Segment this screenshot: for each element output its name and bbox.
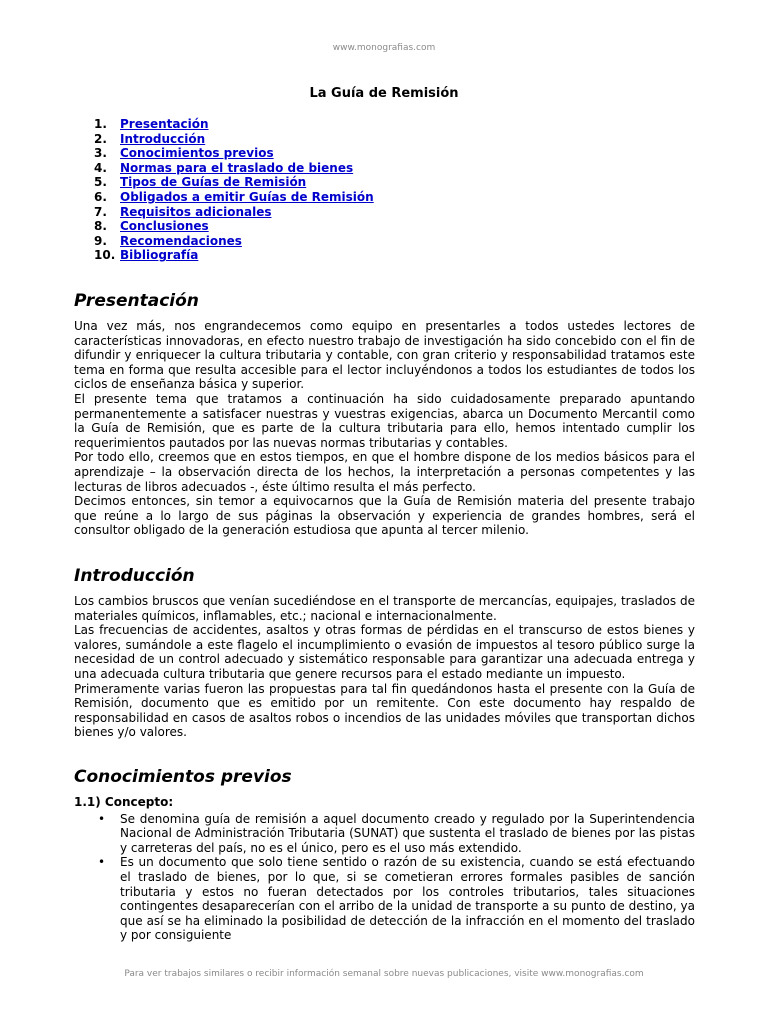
paragraph: Decimos entonces, sin temor a equivocarnos que la Guía de Remisión materia del presente trabajo que reúne a lo largo de sus páginas la observación y experiencia de grandes hombres, será el consultor obligado de la generación estudiosa que apunta al tercer milenio. [74,494,695,538]
toc-link-normas[interactable]: Normas para el traslado de bienes [120,160,354,175]
section-presentacion [74,291,695,538]
bullet-text: Se denomina guía de remisión a aquel documento creado y regulado por la Superintendencia Nacional de Administración Tributaria (SUNAT) que sustenta el traslado de bienes por las pistas y carreteras del país, no es el único, pero es el uso más extendido. [120,811,695,855]
site-header: www.monografias.com [332,43,436,53]
toc-item [94,175,374,190]
toc-number: 9. [94,233,107,248]
paragraph: Los cambios bruscos que venían sucediéndose en el transporte de mercancías, equipajes, traslados de materiales químicos, inflamables, etc.; nacional e internacionalmente. [74,594,695,623]
toc-item [94,190,374,205]
heading-introduccion: Introducción [74,566,195,586]
toc-number: 10. [94,248,116,263]
toc-number: 5. [94,175,107,190]
list-item [74,812,695,856]
toc-link-obligados[interactable]: Obligados a emitir Guías de Remisión [120,189,374,204]
section-introduccion [74,566,695,740]
bullet-icon: • [98,855,106,870]
toc-link-recomendaciones[interactable]: Recomendaciones [120,233,242,248]
toc-number: 4. [94,160,107,175]
toc-link-presentacion[interactable]: Presentación [120,117,209,131]
section-conocimientos-previos [74,767,695,943]
bullet-icon: • [98,811,106,826]
toc-link-conocimientos[interactable]: Conocimientos previos [120,146,274,161]
toc-number: 6. [94,189,107,204]
subheading-concepto: 1.1) Concepto: [74,795,174,809]
toc-item [94,234,374,249]
heading-presentacion: Presentación [74,291,199,311]
toc-item [94,132,374,147]
paragraph: El presente tema que tratamos a continuación ha sido cuidadosamente preparado apuntando permanentemente a satisfacer nuestras y vuestras exigencias, abarca un Documento Mercantil como la Guía de Remisión, que es parte de la cultura tributaria para ello, hemos intentado cumplir los requerimientos pautados por las nuevas normas tributarias y contables. [74,391,695,450]
paragraph: Las frecuencias de accidentes, asaltos y otras formas de pérdidas en el transcurso de estos bienes y valores, sumándole a este flagelo el incumplimiento o evasión de impuestos al tesoro público surge la necesidad de un control adecuado y sistemático responsable para garantizar una adecuada entrega y una adecuada cultura tributaria que genere recursos para el estado mediante un impuesto. [74,623,695,681]
document-title: La Guía de Remisión [309,86,459,101]
toc-item [94,205,374,220]
paragraph: Primeramente varias fueron las propuestas para tal fin quedándonos hasta el presente con la Guía de Remisión, documento que es emitido por un remitente. Con este documento hay respaldo de responsabilidad en casos de asaltos robos o incendios de las unidades móviles que transportan dichos bienes y/o valores. [74,681,695,740]
toc-number: 3. [94,146,107,161]
paragraph: Una vez más, nos engrandecemos como equipo en presentarles a todos ustedes lectores de características innovadoras, en efecto nuestro trabajo de investigación ha sido concebido con el fin de difundir y enriquecer la cultura tributaria y contable, con gran criterio y responsabilidad tratamos este tema en forma que resulta accesible para el lector incluyéndonos a todos los estudiantes de todos los ciclos de enseñanza básica y superior. [74,319,695,392]
toc-item [94,146,374,161]
concept-bullet-list [74,812,695,943]
toc-item [94,117,374,132]
table-of-contents [94,117,374,263]
paragraph: Por todo ello, creemos que en estos tiempos, en que el hombre dispone de los medios básicos para el aprendizaje – la observación directa de los hechos, la interpretación a personas competentes y las lecturas de libros adecuados -, éste último resulta el más perfecto. [74,450,695,494]
toc-number: 2. [94,131,107,146]
toc-number: 8. [94,219,107,234]
heading-conocimientos-previos: Conocimientos previos [74,767,292,787]
toc-item [94,219,374,234]
toc-link-tipos[interactable]: Tipos de Guías de Remisión [120,175,307,190]
toc-item [94,161,374,176]
toc-link-introduccion[interactable]: Introducción [120,131,206,146]
site-footer: Para ver trabajos similares o recibir información semanal sobre nuevas publicaciones, visite www.monografias.com [124,969,644,979]
toc-link-requisitos[interactable]: Requisitos adicionales [120,204,272,219]
toc-item [94,248,374,263]
bullet-text: Es un documento que solo tiene sentido o razón de su existencia, cuando se está efectuando el traslado de bienes, por lo que, si se cometieran errores formales pasibles de sanción tributaria y estos no fueran detectados por los controles tributarios, tales situaciones contingentes desaparecerían con el arribo de la unidad de transporte a su punto de destino, ya que así se ha eliminado la posibilidad de detección de la infracción en el momento del traslado y por consiguiente [120,855,695,943]
toc-number: 1. [94,117,107,131]
toc-link-conclusiones[interactable]: Conclusiones [120,219,209,234]
toc-link-bibliografia[interactable]: Bibliografía [120,248,199,263]
list-item [74,855,695,943]
toc-number: 7. [94,204,107,219]
